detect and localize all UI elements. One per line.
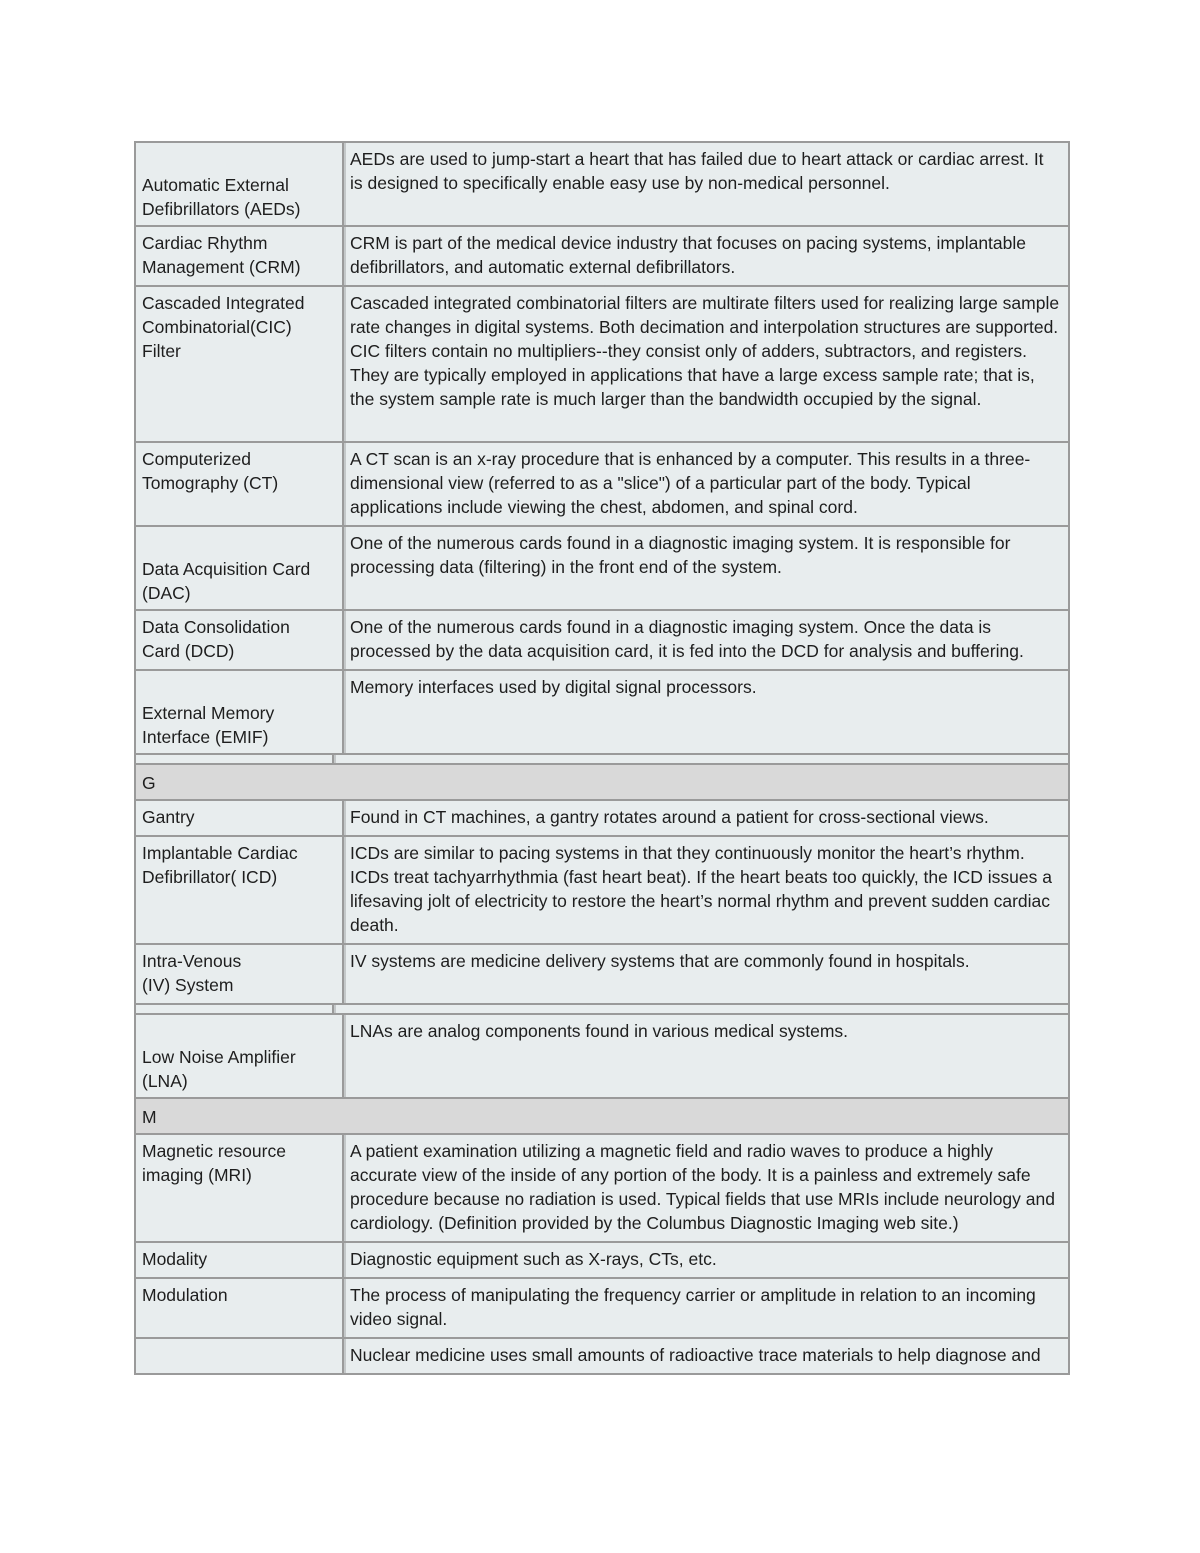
section-letter: G <box>142 773 156 793</box>
term-cell: Cascaded Integrated Combinatorial(CIC) Filter <box>136 287 344 441</box>
table-row <box>136 671 1068 755</box>
table-row <box>136 143 1068 227</box>
spacer-row <box>136 1005 1068 1015</box>
definition-cell: Found in CT machines, a gantry rotates around a patient for cross-sectional views. <box>344 801 1068 835</box>
spacer-cell <box>136 755 334 763</box>
table-row <box>136 1243 1068 1279</box>
term-cell: Magnetic resource imaging (MRI) <box>136 1135 344 1241</box>
definition-cell: Memory interfaces used by digital signal processors. <box>344 671 1068 753</box>
definition-cell: Diagnostic equipment such as X-rays, CTs, etc. <box>344 1243 1068 1277</box>
definition-cell: CRM is part of the medical device industry that focuses on pacing systems, implantable defibrillators, and automatic external defibrillators. <box>344 227 1068 285</box>
term-cell: Data Acquisition Card (DAC) <box>136 527 344 609</box>
definition-cell: Cascaded integrated combinatorial filters are multirate filters used for realizing large sample rate changes in digital systems. Both decimation and interpolation structures are supported. CIC filters contain no multipliers--they consist only of adders, subtractors, and registers. They are typically employed in applications that have a large excess sample rate; that is, the system sample rate is much larger than the bandwidth occupied by the signal. <box>344 287 1068 441</box>
table-row <box>136 801 1068 837</box>
definition-cell: A CT scan is an x-ray procedure that is enhanced by a computer. This results in a three-dimensional view (referred to as a "slice") of a particular part of the body. Typical applications include viewing the chest, abdomen, and spinal cord. <box>344 443 1068 525</box>
spacer-cell <box>136 1005 334 1013</box>
term-cell: Cardiac Rhythm Management (CRM) <box>136 227 344 285</box>
term-cell: Data Consolidation Card (DCD) <box>136 611 344 669</box>
term-cell: Implantable Cardiac Defibrillator( ICD) <box>136 837 344 943</box>
table-row <box>136 443 1068 527</box>
table-row <box>136 945 1068 1005</box>
table-row <box>136 287 1068 443</box>
table-row <box>136 837 1068 945</box>
term-cell <box>136 1339 344 1373</box>
definition-cell: One of the numerous cards found in a diagnostic imaging system. Once the data is processed by the data acquisition card, it is fed into the DCD for analysis and buffering. <box>344 611 1068 669</box>
section-row-m <box>136 1099 1068 1135</box>
definition-cell: Nuclear medicine uses small amounts of radioactive trace materials to help diagnose and <box>344 1339 1068 1373</box>
spacer-cell <box>334 755 1068 763</box>
table-row <box>136 1279 1068 1339</box>
spacer-cell <box>334 1005 1068 1013</box>
definition-cell: AEDs are used to jump-start a heart that has failed due to heart attack or cardiac arrest. It is designed to specifically enable easy use by non-medical personnel. <box>344 143 1068 225</box>
definition-cell: One of the numerous cards found in a diagnostic imaging system. It is responsible for processing data (filtering) in the front end of the system. <box>344 527 1068 609</box>
term-cell: Modulation <box>136 1279 344 1337</box>
definition-cell: The process of manipulating the frequency carrier or amplitude in relation to an incoming video signal. <box>344 1279 1068 1337</box>
definition-cell: A patient examination utilizing a magnetic field and radio waves to produce a highly accurate view of the inside of any portion of the body. It is a painless and extremely safe procedure because no radiation is used. Typical fields that use MRIs include neurology and cardiology. (Definition provided by the Columbus Diagnostic Imaging web site.) <box>344 1135 1068 1241</box>
term-cell: Intra-Venous (IV) System <box>136 945 344 1003</box>
glossary-table <box>134 141 1070 1375</box>
spacer-row <box>136 755 1068 765</box>
table-row <box>136 527 1068 611</box>
definition-cell: LNAs are analog components found in various medical systems. <box>344 1015 1068 1097</box>
definition-cell: ICDs are similar to pacing systems in that they continuously monitor the heart’s rhythm. ICDs treat tachyarrhythmia (fast heart beat). If the heart beats too quickly, the ICD issues a lifesaving jolt of electricity to restore the heart’s normal rhythm and prevent sudden cardiac death. <box>344 837 1068 943</box>
definition-cell: IV systems are medicine delivery systems that are commonly found in hospitals. <box>344 945 1068 1003</box>
term-cell: Gantry <box>136 801 344 835</box>
table-row <box>136 227 1068 287</box>
table-row <box>136 1339 1068 1373</box>
table-row <box>136 1135 1068 1243</box>
table-row <box>136 1015 1068 1099</box>
term-cell: External Memory Interface (EMIF) <box>136 671 344 753</box>
table-row <box>136 611 1068 671</box>
term-cell: Computerized Tomography (CT) <box>136 443 344 525</box>
term-cell: Automatic External Defibrillators (AEDs) <box>136 143 344 225</box>
term-cell: Low Noise Amplifier (LNA) <box>136 1015 344 1097</box>
section-letter: M <box>142 1107 157 1127</box>
term-cell: Modality <box>136 1243 344 1277</box>
section-row-g <box>136 765 1068 801</box>
